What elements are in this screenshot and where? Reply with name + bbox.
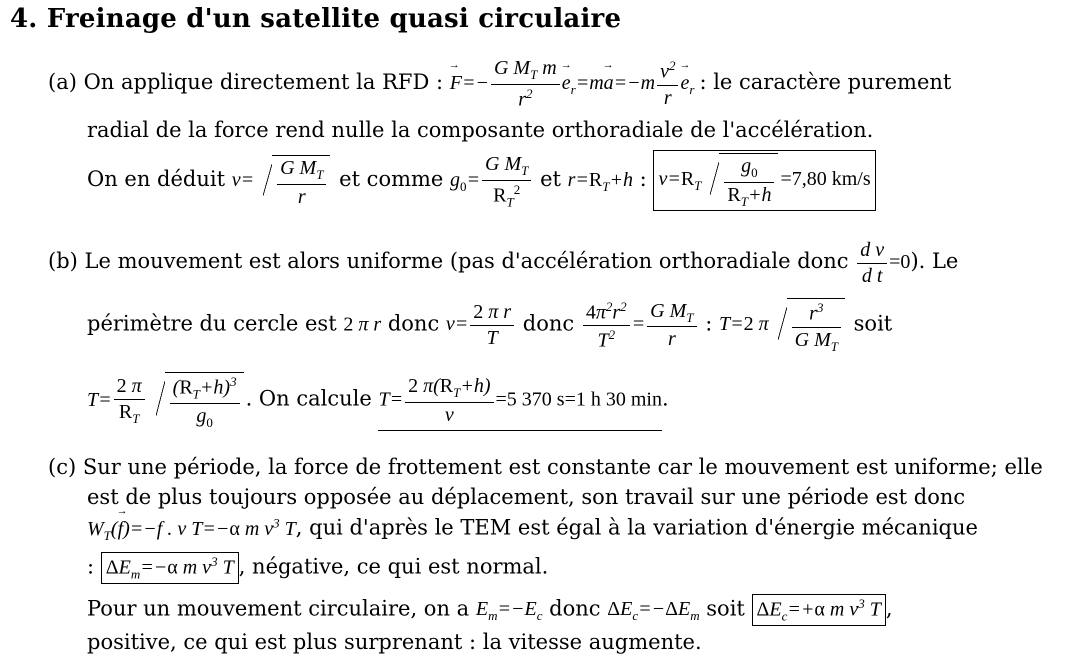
period-formula: T=2 π $\frac{r^3}{G M_T}$ — [719, 313, 847, 335]
part-b-text1: Le mouvement est alors uniforme (pas d'accélération orthoradiale donc — [84, 249, 849, 274]
part-b-label: (b) — [48, 249, 78, 274]
period-expanded-formula: T= $\frac{2 \pi}{R_T}$ $\frac{(R_T+h)^3}{g_0}$ — [87, 389, 246, 411]
part-a-line2: radial de la force rend nulle la composante orthoradiale de l'accélération. — [87, 118, 874, 142]
part-c-either: soit — [706, 596, 745, 621]
part-b-so2: donc — [522, 311, 575, 336]
delta-ec-box: $\Delta E_c=+\alpha$ m $v^3$ T — [752, 594, 886, 626]
em-ec-formula: $E_m=-E_c$ — [475, 598, 543, 624]
part-c-text4: , négative, ce qui est normal. — [238, 554, 549, 579]
rfd-equation: F →=− $\frac{G M_T m}{r^2}$ $e \to_r=ma \to=-m$ $\frac{v^2}{r}$ $e \to_r$ — [450, 72, 700, 94]
part-b-line1 — [48, 240, 958, 287]
part-c-line4 — [87, 552, 548, 584]
perimeter-formula: 2 π r — [343, 313, 382, 336]
part-c-line5 — [87, 594, 893, 626]
period-result: =5 370 s=1 h 30 min — [495, 388, 662, 411]
kepler-formula: $\frac{4\pi^2r^2}{T^2}$ = $\frac{G M_T}{r}$ — [581, 313, 699, 335]
part-c-line1 — [48, 457, 1043, 478]
v-period-formula: v= $\frac{\text{2 π r}}{T}$ — [446, 313, 516, 335]
part-c-text5a: Pour un mouvement circulaire, on a — [87, 596, 470, 621]
part-c-line2: est de plus toujours opposée au déplacement, son travail sur une période est donc — [87, 485, 966, 509]
work-formula: $W_T(f \to)=-f$ . v T=−α m $v^3$ T — [87, 518, 296, 540]
velocity-result-box: $v=R_T$ $\frac{g_0}{R_T+h}$ =7,80 km/s — [653, 150, 875, 211]
part-b-perimeter: périmètre du cercle est — [87, 311, 337, 336]
part-a-label: (a) — [48, 69, 77, 94]
part-a-intro: On applique directement la RFD : — [83, 69, 444, 94]
part-b-text1-end: ). Le — [910, 249, 959, 274]
g0-formula: $g_0=$ $\frac{G M_T}{R_T^2}$ — [450, 169, 533, 191]
velocity-result: =7,80 km/s — [780, 168, 871, 191]
part-b-colon: : — [705, 311, 713, 336]
part-b-compute: . On calcule — [245, 386, 372, 411]
part-a-line1 — [48, 58, 951, 110]
delta-em-box: $\Delta E_m=-\alpha$ m $v^3$ T — [101, 552, 239, 584]
part-b-line2 — [87, 298, 892, 353]
part-a-and: et — [540, 167, 561, 192]
radius-formula: $r=R_T+h$ — [567, 169, 633, 195]
section-title: 4. Freinage d'un satellite quasi circulaire — [10, 4, 622, 34]
part-c-line3 — [87, 516, 978, 542]
part-c-text1: Sur une période, la force de frottement est constante car le mouvement est uniforme; elle — [82, 455, 1043, 479]
part-c-colon: : — [87, 554, 95, 579]
part-c-text3: , qui d'après le TEM est égal à la variation d'énergie mécanique — [295, 515, 978, 540]
delta-ec-formula: $\Delta E_c=-\Delta E_m$ — [607, 598, 700, 624]
part-b-so1: donc — [387, 311, 440, 336]
velocity-formula: v= $\frac{G M_T}{r}$ — [232, 169, 333, 191]
part-a-after-eq: : le caractère purement — [699, 69, 952, 94]
part-b-period: . — [661, 386, 669, 411]
part-c-comma: , — [885, 596, 893, 621]
part-a-line3 — [87, 150, 876, 211]
part-c-line6: positive, ce qui est plus surprenant : la vitesse augmente. — [87, 630, 702, 654]
part-c-so: donc — [549, 596, 601, 621]
part-a-colon: : — [639, 167, 647, 192]
period-result-underlined: T= $\frac{2 \pi(R_T+h)}{v}$ =5 370 s=1 h 30 min — [378, 376, 662, 431]
part-b-either: soit — [853, 311, 893, 336]
part-a-and-as: et comme — [339, 167, 444, 192]
dvdt-formula: $\frac{\text{d v}}{\text{d t}}$ =0 — [855, 251, 910, 273]
part-c-label: (c) — [48, 455, 77, 479]
part-a-deduce: On en déduit — [87, 167, 226, 192]
part-b-line3 — [87, 372, 669, 431]
